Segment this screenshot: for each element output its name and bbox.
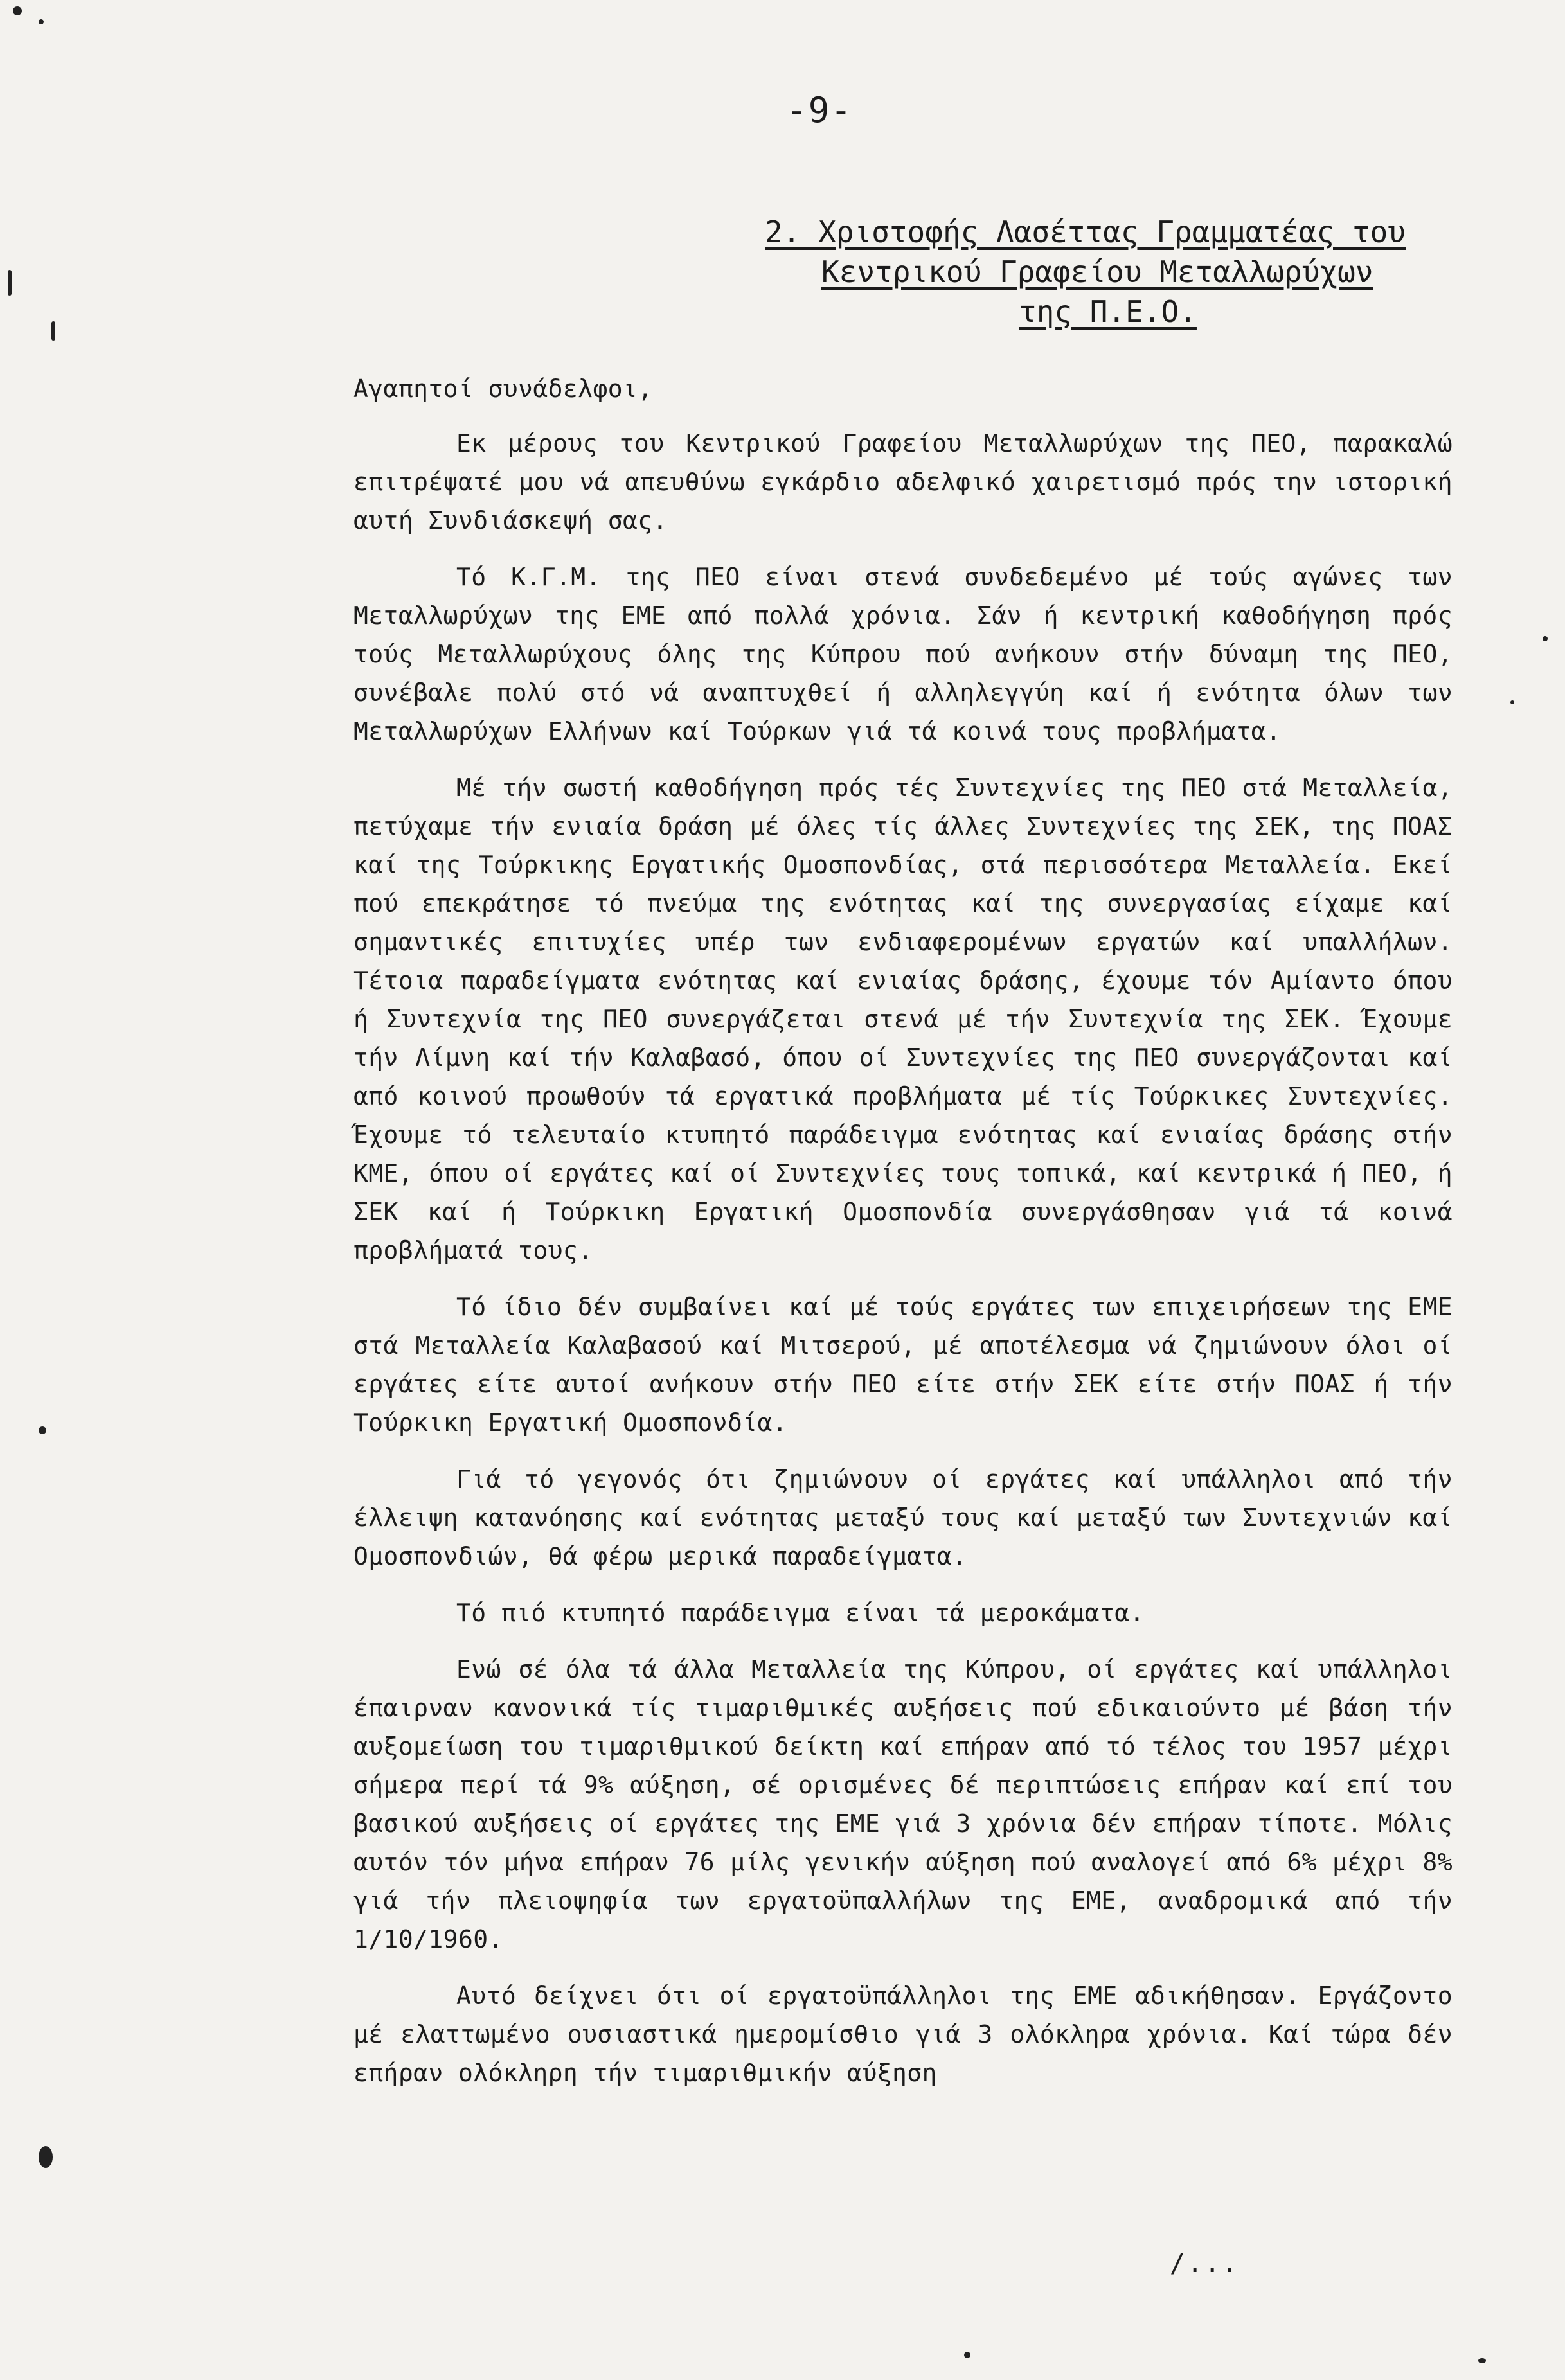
scan-speck	[8, 270, 12, 296]
scan-speck	[51, 321, 55, 341]
scan-speck	[1478, 2358, 1486, 2363]
continuation-mark: /...	[1170, 2249, 1240, 2278]
heading-line-1: 2. Χριστοφής Λασέττας Γραμματέας του	[765, 215, 1406, 249]
paragraph-greeting: Εκ μέρους του Κεντρικού Γραφείου Μεταλλωρύχων της ΠΕΟ, παρακαλώ επιτρέψατέ μου νά απευθύνω εγκάρδιο αδελφικό χαιρετισμό πρός την ιστορική αυτή Συνδιάσκεψή σας.	[353, 429, 1453, 535]
paragraph-injustice: Αυτό δείχνει ότι οί εργατοϋπάλληλοι της ΕΜΕ αδικήθησαν. Εργάζοντο μέ ελαττωμένο ουσιαστικά ημερομίσθιο γιά 3 ολόκληρα χρόνια. Καί τώρα δέν επήραν ολόκληρη τήν τιμαριθμικήν αύξηση	[353, 1982, 1453, 2087]
page-number: -9-	[786, 90, 853, 130]
scan-speck	[13, 6, 22, 15]
paragraph-examples-intro: Γιά τό γεγονός ότι ζημιώνουν οί εργάτες καί υπάλληλοι από τήν έλλειψη κατανόησης καί ενότητας μεταξύ τους καί μεταξύ των Συντεχνιών καί Ομοσπονδιών, θά φέρω μερικά παραδείγματα.	[353, 1465, 1453, 1570]
paragraph-wages: Τό πιό κτυπητό παράδειγμα είναι τά μεροκάματα.	[456, 1599, 1145, 1627]
section-heading	[765, 212, 1472, 332]
salutation: Αγαπητοί συνάδελφοι,	[353, 375, 653, 403]
paragraph-cost-of-living: Ενώ σέ όλα τά άλλα Μεταλλεία της Κύπρου, οί εργάτες καί υπάλληλοι έπαιρναν κανονικά τίς τιμαριθμικές αυξήσεις πού εδικαιούντο μέ βάση τήν αυξομείωση του τιμαριθμικού δείκτη καί επήραν από τό τέλος του 1957 μέχρι σήμερα περί τά 9% αύξηση, σέ ορισμένες δέ περιπτώσεις επήραν καί επί του βασικού αυξήσεις οί εργάτες της ΕΜΕ γιά 3 χρόνια δέν επήραν τίποτε. Μόλις αυτόν τόν μήνα επήραν 76 μίλς γενικήν αύξηση πού αναλογεί από 6% μέχρι 8% γιά τήν πλειοψηφία των εργατοϋπαλλήλων της ΕΜΕ, αναδρομικά από τήν 1/10/1960.	[353, 1655, 1453, 1953]
scan-speck	[964, 2352, 970, 2358]
scan-speck	[39, 19, 44, 24]
paragraph-eme-contrast: Τό ίδιο δέν συμβαίνει καί μέ τούς εργάτες των επιχειρήσεων της ΕΜΕ στά Μεταλλεία Καλαβασού καί Μιτσερού, μέ αποτέλεσμα νά ζημιώνουν όλοι οί εργάτες είτε αυτοί ανήκουν στήν ΠΕΟ είτε στήν ΣΕΚ είτε στήν ΠΟΑΣ ή τήν Τούρκικη Εργατική Ομοσπονδία.	[353, 1293, 1453, 1437]
paragraph-kgm-history: Τό Κ.Γ.Μ. της ΠΕΟ είναι στενά συνδεδεμένο μέ τούς αγώνες των Μεταλλωρύχων της ΕΜΕ από πολλά χρόνια. Σάν ή κεντρική καθοδήγηση πρός τούς Μεταλλωρύχους όλης της Κύπρου πού ανήκουν στήν δύναμη της ΠΕΟ, συνέβαλε πολύ στό νά αναπτυχθεί ή αλληλεγγύη καί ή ενότητα όλων των Μεταλλωρύχων Ελλήνων καί Τούρκων γιά τά κοινά τους προβλήματα.	[353, 563, 1453, 745]
letter-body	[353, 369, 1453, 2110]
scan-speck	[1510, 700, 1514, 704]
scan-speck	[1543, 636, 1548, 641]
scan-speck	[39, 2146, 53, 2168]
heading-line-2: Κεντρικού Γραφείου Μεταλλωρύχων	[821, 254, 1373, 289]
heading-line-3: της Π.Ε.Ο.	[1019, 294, 1197, 329]
paragraph-unity-examples: Μέ τήν σωστή καθοδήγηση πρός τές Συντεχνίες της ΠΕΟ στά Μεταλλεία, πετύχαμε τήν ενιαία δράση μέ όλες τίς άλλες Συντεχνίες της ΣΕΚ, της ΠΟΑΣ καί της Τούρκικης Εργατικής Ομοσπονδίας, στά περισσότερα Μεταλλεία. Εκεί πού επεκράτησε τό πνεύμα της ενότητας καί της συνεργασίας είχαμε καί σημαντικές επιτυχίες υπέρ των ενδιαφερομένων εργατών καί υπαλλήλων. Τέτοια παραδείγματα ενότητας καί ενιαίας δράσης, έχουμε τόν Αμίαντο όπου ή Συντεχνία της ΠΕΟ συνεργάζεται στενά μέ τήν Συντεχνία της ΣΕΚ. Έχουμε τήν Λίμνη καί τήν Καλαβασό, όπου οί Συντεχνίες της ΠΕΟ συνεργάζονται καί από κοινού προωθούν τά εργατικά προβλήματα μέ τίς Τούρκικες Συντεχνίες. Έχουμε τό τελευταίο κτυπητό παράδειγμα ενότητας καί ενιαίας δράσης στήν ΚΜΕ, όπου οί εργάτες καί οί Συντεχνίες τους τοπικά, καί κεντρικά ή ΠΕΟ, ή ΣΕΚ καί ή Τούρκικη Εργατική Ομοσπονδία συνεργάσθησαν γιά τά κοινά προβλήματά τους.	[353, 774, 1453, 1265]
scan-speck	[39, 1426, 46, 1434]
